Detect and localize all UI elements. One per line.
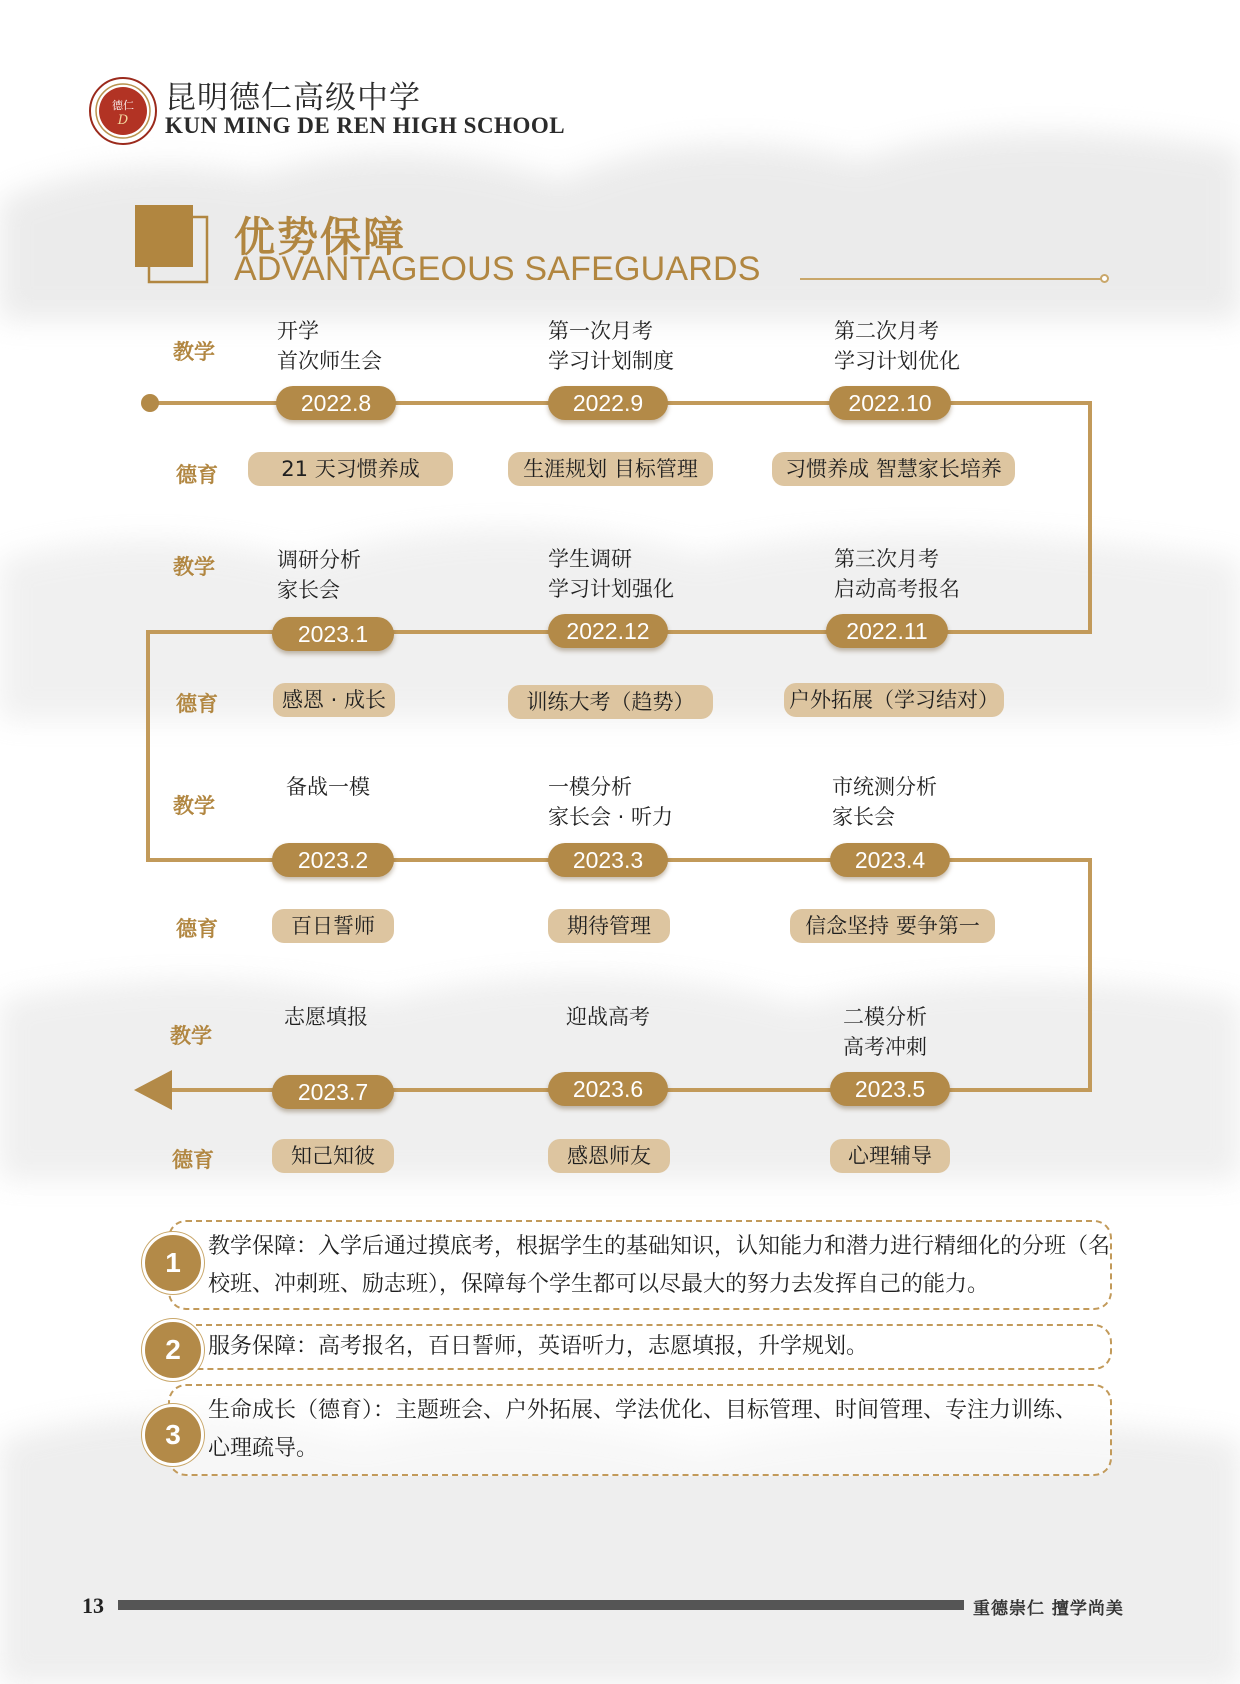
date-pill-2023-1: 2023.1 [272,617,394,651]
date-pill-2022-9: 2022.9 [548,386,668,420]
moral-pill-2023-7: 知己知彼 [272,1139,394,1173]
row4-moral-label: 德育 [172,1148,214,1172]
moral-pill-2023-5: 心理辅导 [830,1139,950,1173]
event-2023-3: 一模分析 家长会 · 听力 [548,775,674,829]
date-pill-2023-3: 2023.3 [548,843,668,877]
row2-teaching-label: 教学 [173,555,215,579]
svg-text:D: D [117,113,129,128]
event-2023-4: 市统测分析 家长会 [832,775,937,829]
school-name-en: KUN MING DE REN HIGH SCHOOL [165,113,566,138]
event-2023-7: 志愿填报 [284,1005,368,1029]
event-2022-9: 第一次月考 学习计划制度 [548,319,674,373]
note-number-1: 1 [142,1232,204,1294]
note-text-2: 服务保障：高考报名，百日誓师，英语听力，志愿填报，升学规划。 [208,1334,869,1359]
row1-moral-label: 德育 [176,463,218,487]
date-pill-2022-10: 2022.10 [829,386,951,420]
event-2022-12: 学生调研 学习计划强化 [548,547,674,601]
moral-pill-2023-3: 期待管理 [548,909,670,943]
note-text-3: 生命成长（德育）：主题班会、户外拓展、学法优化、目标管理、时间管理、专注力训练、 心理疏导。 [208,1398,1078,1461]
row1-teaching-label: 教学 [173,340,215,364]
moral-pill-2023-1: 感恩 · 成长 [273,683,395,717]
date-pill-2022-11: 2022.11 [826,614,948,648]
row3-moral-label: 德育 [176,917,218,941]
svg-text:德仁: 德仁 [112,99,134,112]
date-pill-2023-2: 2023.2 [272,843,394,877]
date-pill-2023-6: 2023.6 [548,1072,668,1106]
event-2023-2: 备战一模 [286,775,370,799]
title-divider-dot [1100,274,1109,283]
moral-pill-2022-8: 21 天习惯养成 [248,452,453,486]
event-2023-1: 调研分析 家长会 [277,548,361,602]
section-title-en: ADVANTAGEOUS SAFEGUARDS [234,250,761,288]
note-number-3: 3 [142,1404,204,1466]
note-text-1: 教学保障：入学后通过摸底考，根据学生的基础知识，认知能力和潜力进行精细化的分班（名 校班、冲刺班、励志班），保障每个学生都可以尽最大的努力去发挥自己的能力。 [208,1234,1111,1297]
moral-pill-2023-6: 感恩师友 [548,1139,670,1173]
moral-pill-2023-2: 百日誓师 [272,909,394,943]
section-title-icon [135,205,210,285]
note-number-2: 2 [142,1319,204,1381]
row3-teaching-label: 教学 [173,794,215,818]
school-seal-logo [88,76,158,146]
event-2023-5: 二模分析 高考冲刺 [843,1005,927,1059]
moral-pill-2022-9: 生涯规划 目标管理 [508,452,713,486]
event-2022-8: 开学 首次师生会 [277,319,382,373]
moral-pill-2022-12: 训练大考（趋势） [508,685,713,719]
moral-pill-2022-11: 户外拓展（学习结对） [784,683,1004,717]
date-pill-2022-8: 2022.8 [276,386,396,420]
footer-motto: 重德崇仁 擅学尚美 [973,1599,1124,1619]
footer-bar [118,1600,964,1610]
date-pill-2023-5: 2023.5 [830,1072,950,1106]
event-2022-11: 第三次月考 启动高考报名 [834,547,960,601]
date-pill-2023-7: 2023.7 [272,1075,394,1109]
date-pill-2023-4: 2023.4 [830,843,950,877]
title-divider [800,278,1105,280]
date-pill-2022-12: 2022.12 [548,614,668,648]
row4-teaching-label: 教学 [170,1024,212,1048]
section-title-cn: 优势保障 [234,213,406,261]
page-number: 13 [82,1593,104,1618]
event-2022-10: 第二次月考 学习计划优化 [834,319,960,373]
school-name-cn: 昆明德仁高级中学 [165,80,421,116]
moral-pill-2023-4: 信念坚持 要争第一 [790,909,995,943]
event-2023-6: 迎战高考 [566,1005,650,1029]
moral-pill-2022-10: 习惯养成 智慧家长培养 [772,452,1015,486]
row2-moral-label: 德育 [176,692,218,716]
